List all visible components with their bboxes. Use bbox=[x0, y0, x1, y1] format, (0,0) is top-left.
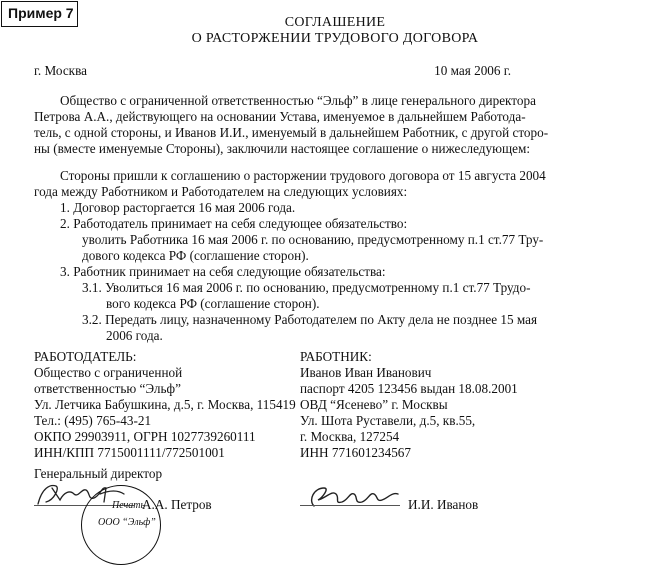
stamp-text: ООО “Эльф” bbox=[98, 517, 156, 528]
employer-heading: РАБОТОДАТЕЛЬ: bbox=[34, 349, 137, 364]
preamble-line: Петрова А.А., действующего на основании Устава, именуемое в дальнейшем Работода- bbox=[34, 109, 526, 124]
employee-heading: РАБОТНИК: bbox=[300, 349, 372, 364]
employee-line: ИНН 771601234567 bbox=[300, 445, 411, 460]
employer-line: ИНН/КПП 7715001111/772501001 bbox=[34, 445, 225, 460]
clause-3-1: 3.1. Уволиться 16 мая 2006 г. по основанию, предусмотренному п.1 ст.77 Трудо- bbox=[82, 280, 531, 295]
employer-line: ответственностью “Эльф” bbox=[34, 381, 181, 396]
clause-3: 3. Работник принимает на себя следующие обязательства: bbox=[60, 264, 386, 279]
employee-line: паспорт 4205 123456 выдан 18.08.2001 bbox=[300, 381, 518, 396]
document-title: СОГЛАШЕНИЕ bbox=[284, 15, 386, 30]
employer-signer-name: А.А. Петров bbox=[142, 497, 212, 512]
signer-title: Генеральный директор bbox=[34, 466, 163, 481]
place: г. Москва bbox=[34, 63, 87, 78]
document-subtitle: О РАСТОРЖЕНИИ ТРУДОВОГО ДОГОВОРА bbox=[191, 31, 479, 46]
clause-3-1: вого кодекса РФ (соглашение сторон). bbox=[106, 296, 320, 311]
employee-line: ОВД “Ясенево” г. Москвы bbox=[300, 397, 448, 412]
clause-2-text: дового кодекса РФ (соглашение сторон). bbox=[82, 248, 309, 263]
employer-line: Общество с ограниченной bbox=[34, 365, 183, 380]
intro-line: года между Работником и Работодателем на следующих условиях: bbox=[34, 184, 408, 199]
employee-line: Ул. Шота Руставели, д.5, кв.55, bbox=[300, 413, 476, 428]
clause-1: 1. Договор расторгается 16 мая 2006 года. bbox=[60, 200, 296, 215]
employee-line: г. Москва, 127254 bbox=[300, 429, 400, 444]
clause-3-2: 2006 года. bbox=[106, 328, 163, 343]
preamble-line: ны (вместе именуемые Стороны), заключили настоящее соглашение о нижеследующем: bbox=[34, 141, 530, 156]
employee-signature bbox=[300, 480, 410, 512]
preamble-line: тель, с одной стороны, и Иванов И.И., именуемый в дальнейшем Работник, с другой сторо- bbox=[34, 125, 549, 140]
intro-line: Стороны пришли к соглашению о расторжении трудового договора от 15 августа 2004 bbox=[60, 168, 546, 183]
clause-3-2: 3.2. Передать лицу, назначенному Работодателем по Акту дела не позднее 15 мая bbox=[82, 312, 538, 327]
employer-line: Ул. Летчика Бабушкина, д.5, г. Москва, 115419 bbox=[34, 397, 296, 412]
employee-signature-line bbox=[300, 505, 400, 506]
date: 10 мая 2006 г. bbox=[434, 63, 511, 78]
clause-2: 2. Работодатель принимает на себя следующее обязательство: bbox=[60, 216, 408, 231]
example-label: Пример 7 bbox=[1, 1, 78, 27]
employer-line: Тел.: (495) 765-43-21 bbox=[34, 413, 152, 428]
employee-line: Иванов Иван Иванович bbox=[300, 365, 432, 380]
clause-2-text: уволить Работника 16 мая 2006 г. по основанию, предусмотренному п.1 ст.77 Тру- bbox=[82, 232, 544, 247]
employee-signer-name: И.И. Иванов bbox=[408, 497, 479, 512]
stamp-text: Печать bbox=[112, 500, 146, 511]
employer-line: ОКПО 29903911, ОГРН 1027739260111 bbox=[34, 429, 256, 444]
preamble-line: Общество с ограниченной ответственностью “Эльф” в лице генерального директора bbox=[60, 93, 536, 108]
